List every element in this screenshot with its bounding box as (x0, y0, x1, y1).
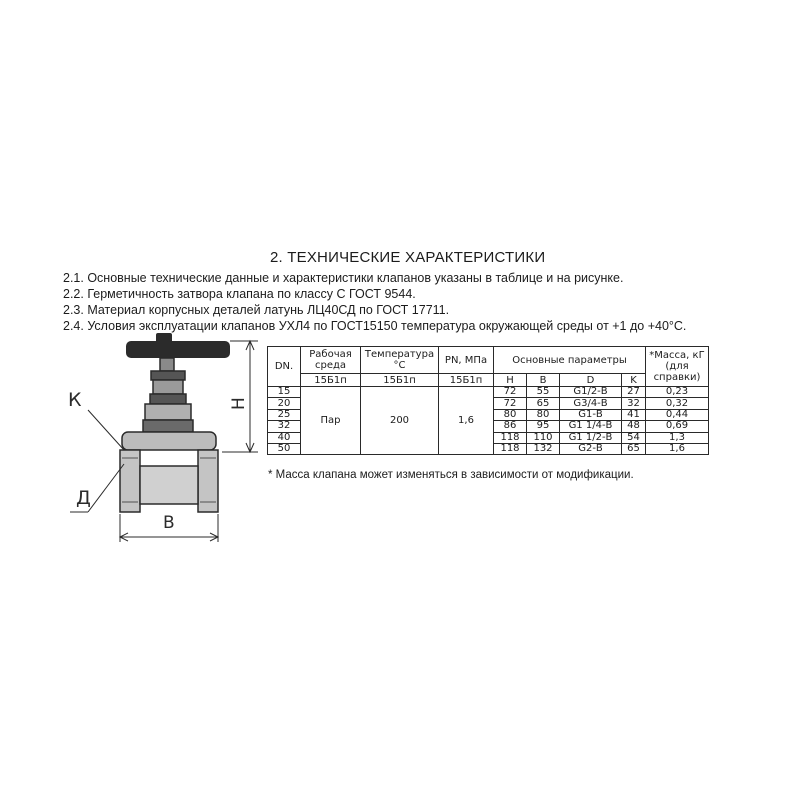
cell-b: 95 (527, 421, 560, 432)
cell-b: 55 (527, 387, 560, 398)
spec-table (267, 346, 709, 455)
cell-k: 32 (622, 398, 646, 409)
cell-dn: 20 (268, 398, 301, 409)
header-b: B (527, 374, 560, 387)
cell-k: 41 (622, 409, 646, 420)
label-b: В (163, 513, 175, 533)
label-d: Д (76, 487, 91, 509)
header-d: D (560, 374, 622, 387)
cell-mass: 0,44 (646, 409, 709, 420)
cell-d: G1 1/2-В (560, 432, 622, 443)
cell-d: G1-В (560, 409, 622, 420)
cell-h: 72 (494, 387, 527, 398)
cell-dn: 50 (268, 443, 301, 454)
label-h: Н (229, 397, 249, 410)
handwheel (126, 333, 230, 358)
cell-h: 72 (494, 398, 527, 409)
cell-h: 86 (494, 421, 527, 432)
paragraph-2-1: 2.1. Основные технические данные и характеристики клапанов указаны в таблице и на рисунке. (63, 271, 624, 285)
section-title: 2. ТЕХНИЧЕСКИЕ ХАРАКТЕРИСТИКИ (270, 249, 546, 266)
cell-k: 27 (622, 387, 646, 398)
cell-dn: 25 (268, 409, 301, 420)
cell-b: 65 (527, 398, 560, 409)
cell-mass: 0,69 (646, 421, 709, 432)
cell-dn: 40 (268, 432, 301, 443)
cell-mass: 0,23 (646, 387, 709, 398)
cell-h: 80 (494, 409, 527, 420)
brand-temperature: 15Б1п (361, 374, 439, 387)
cell-temperature: 200 (361, 387, 439, 455)
header-mass: *Масса, кГ (для справки) (646, 347, 709, 387)
cell-d: G1/2-В (560, 387, 622, 398)
cell-k: 65 (622, 443, 646, 454)
cell-b: 110 (527, 432, 560, 443)
cell-medium: Пар (301, 387, 361, 455)
table-row (268, 387, 709, 398)
header-pn: PN, МПа (439, 347, 494, 374)
cell-k: 54 (622, 432, 646, 443)
cell-mass: 1,3 (646, 432, 709, 443)
cell-mass: 1,6 (646, 443, 709, 454)
cell-mass: 0,32 (646, 398, 709, 409)
label-k: К (68, 389, 82, 411)
cell-d: G2-В (560, 443, 622, 454)
paragraph-2-3: 2.3. Материал корпусных деталей латунь ЛЦ40СД по ГОСТ 17711. (63, 303, 450, 317)
cell-h: 118 (494, 432, 527, 443)
cell-dn: 15 (268, 387, 301, 398)
brand-medium: 15Б1п (301, 374, 361, 387)
cell-h: 118 (494, 443, 527, 454)
header-temperature: Температура °С (361, 347, 439, 374)
valve-body (120, 432, 218, 512)
cell-d: G3/4-В (560, 398, 622, 409)
cell-k: 48 (622, 421, 646, 432)
header-k: K (622, 374, 646, 387)
cell-d: G1 1/4-В (560, 421, 622, 432)
paragraph-2-4: 2.4. Условия эксплуатации клапанов УХЛ4 по ГОСТ15150 температура окружающей среды от +1 до +40°С. (63, 319, 687, 333)
header-dn: DN. (268, 347, 301, 387)
cell-pn: 1,6 (439, 387, 494, 455)
brand-pn: 15Б1п (439, 374, 494, 387)
header-medium: Рабочая среда (301, 347, 361, 374)
valve-drawing (60, 330, 265, 550)
valve-stem (143, 358, 193, 432)
cell-dn: 32 (268, 421, 301, 432)
paragraph-2-2: 2.2. Герметичность затвора клапана по классу С ГОСТ 9544. (63, 287, 416, 301)
header-h: H (494, 374, 527, 387)
header-params: Основные параметры (494, 347, 646, 374)
cell-b: 132 (527, 443, 560, 454)
mass-footnote: * Масса клапана может изменяться в зависимости от модификации. (268, 469, 634, 481)
cell-b: 80 (527, 409, 560, 420)
